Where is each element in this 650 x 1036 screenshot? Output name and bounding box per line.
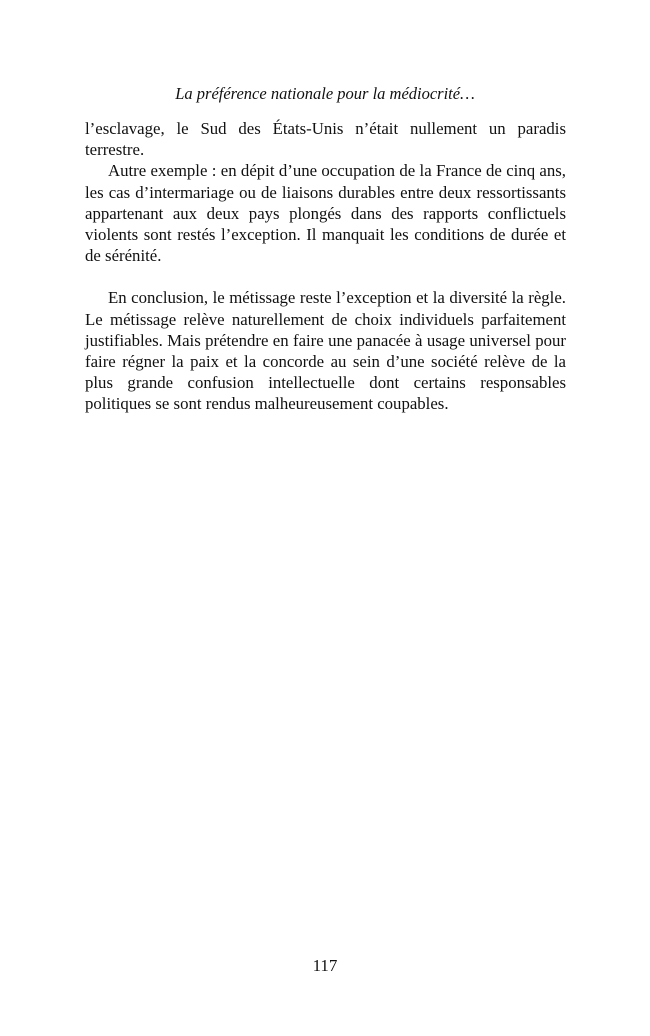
running-title: La préférence nationale pour la médiocrité… (175, 84, 475, 103)
page-number: 117 (312, 956, 338, 975)
paragraph-continuation: l’esclavage, le Sud des États-Unis n’était nullement un paradis terrestre. (85, 119, 566, 160)
body-text (85, 118, 566, 415)
paragraph-example: Autre exemple : en dépit d’une occupation de la France de cinq ans, les cas d’intermariage ou de liaisons durables entre deux ressortissants appartenant aux deux pays plongés dans des rapports conflictuels violents sont restés l’exception. Il manquait les conditions de durée et de sérénité. (85, 161, 566, 266)
paragraph-spacer (85, 266, 566, 287)
paragraph-conclusion: En conclusion, le métissage reste l’exception et la diversité la règle. Le métissage relève naturellement de choix individuels parfaitement justifiables. Mais prétendre en faire une panacée à usage universel pour faire régner la paix et la concorde au sein d’une société relève de la plus grande confusion intellectuelle dont certains responsables politiques se sont rendus malheureusement coupables. (85, 288, 566, 414)
